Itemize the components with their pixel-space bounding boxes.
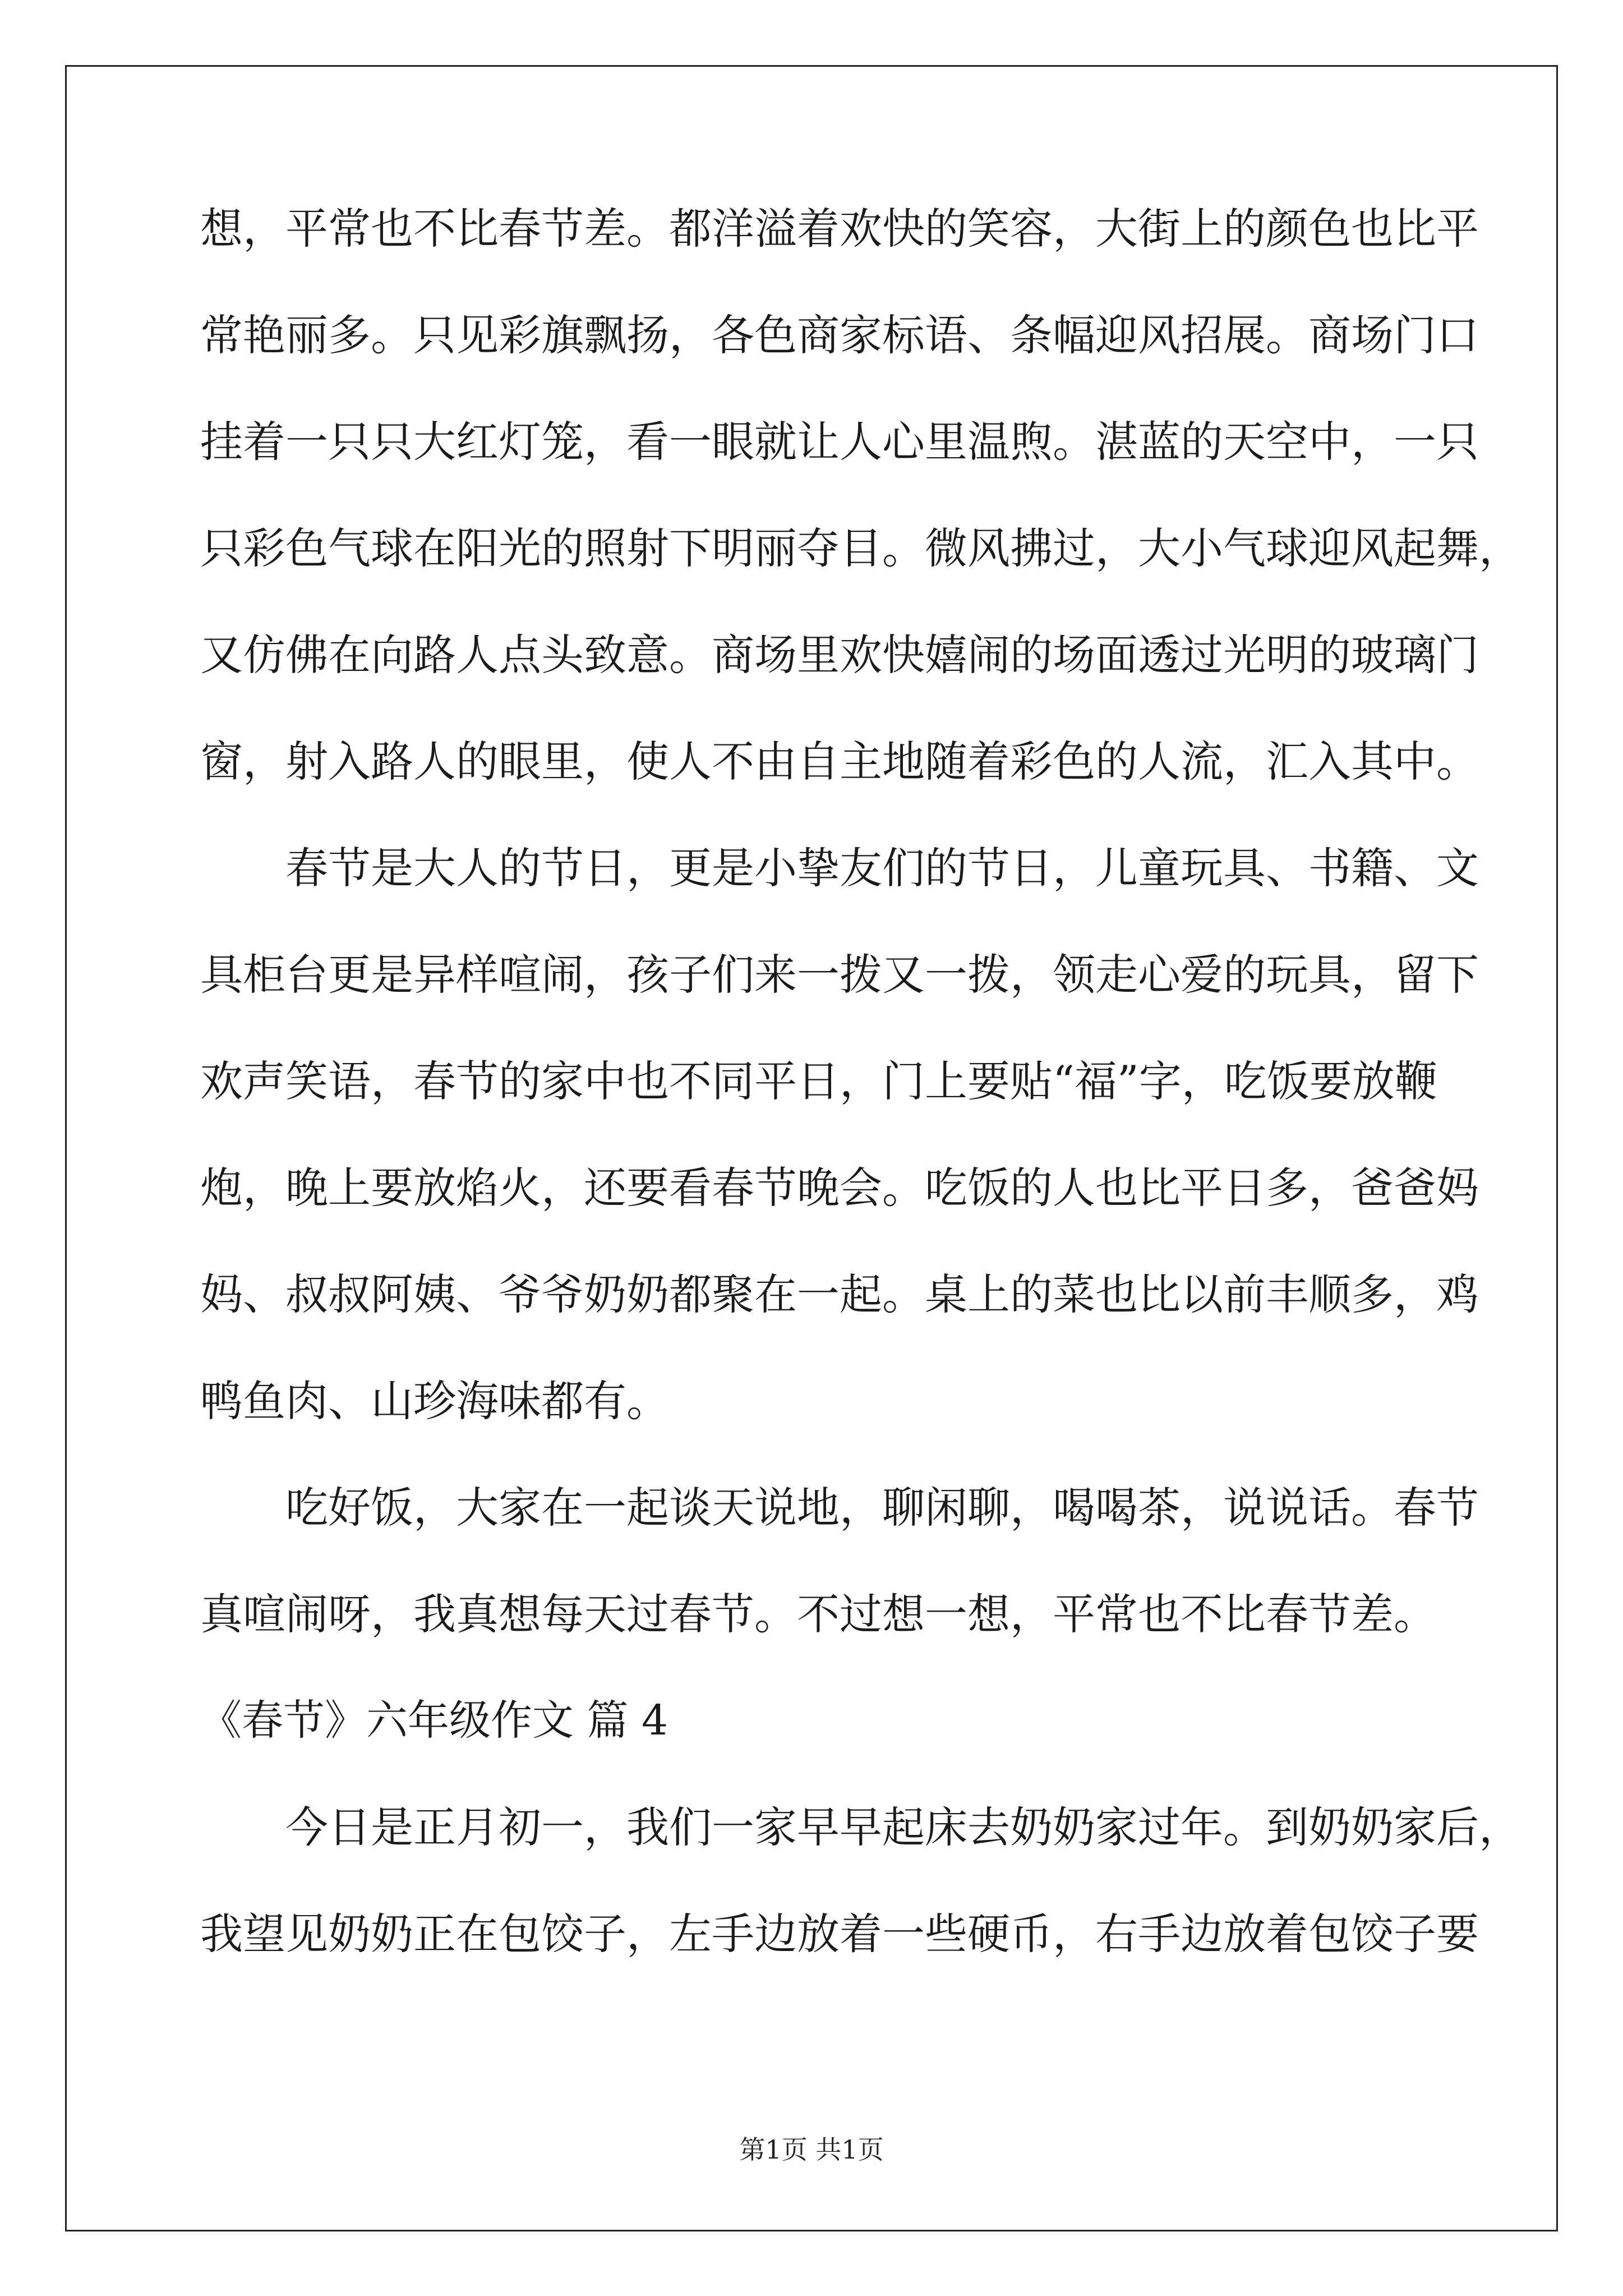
text-line: 只彩色气球在阳光的照射下明丽夺目。微风拂过，大小气球迎风起舞， [200, 523, 1521, 573]
paragraph-start-line: 今日是正月初一，我们一家早早起床去奶奶家过年。到奶奶家后， [285, 1802, 1521, 1852]
text-line: 我望见奶奶正在包饺子，左手边放着一些硬币，右手边放着包饺子要 [200, 1909, 1479, 1959]
text-line: 欢声笑语，春节的家中也不同平日，门上要贴“福”字，吃饭要放鞭 [200, 1056, 1437, 1106]
paragraph-start-line: 春节是大人的节日，更是小挚友们的节日，儿童玩具、书籍、文 [285, 843, 1479, 893]
section-heading: 《春节》六年级作文 篇 4 [200, 1696, 668, 1745]
text-line: 妈、叔叔阿姨、爷爷奶奶都聚在一起。桌上的菜也比以前丰顺多，鸡 [200, 1269, 1479, 1319]
page-number-footer: 第1页 共1页 [739, 2134, 884, 2165]
text-line: 具柜台更是异样喧闹，孩子们来一拨又一拨，领走心爱的玩具，留下 [200, 950, 1479, 1000]
document-body [200, 202, 1521, 2014]
text-line: 鸭鱼肉、山珍海味都有。 [200, 1376, 669, 1426]
text-line: 炮，晚上要放焰火，还要看春节晚会。吃饭的人也比平日多，爸爸妈 [200, 1163, 1479, 1213]
text-line: 窗，射入路人的眼里，使人不由自主地随着彩色的人流，汇入其中。 [200, 737, 1479, 786]
text-line: 想，平常也不比春节差。都洋溢着欢快的笑容，大街上的颜色也比平 [200, 204, 1479, 254]
text-line: 真喧闹呀，我真想每天过春节。不过想一想，平常也不比春节差。 [200, 1589, 1436, 1639]
text-line: 常艳丽多。只见彩旗飘扬，各色商家标语、条幅迎风招展。商场门口 [200, 310, 1479, 360]
text-line: 挂着一只只大红灯笼，看一眼就让人心里温煦。湛蓝的天空中，一只 [200, 417, 1479, 467]
text-line: 又仿佛在向路人点头致意。商场里欢快嬉闹的场面透过光明的玻璃门 [200, 630, 1479, 680]
paragraph-start-line: 吃好饭，大家在一起谈天说地，聊闲聊，喝喝茶，说说话。春节 [285, 1483, 1479, 1533]
